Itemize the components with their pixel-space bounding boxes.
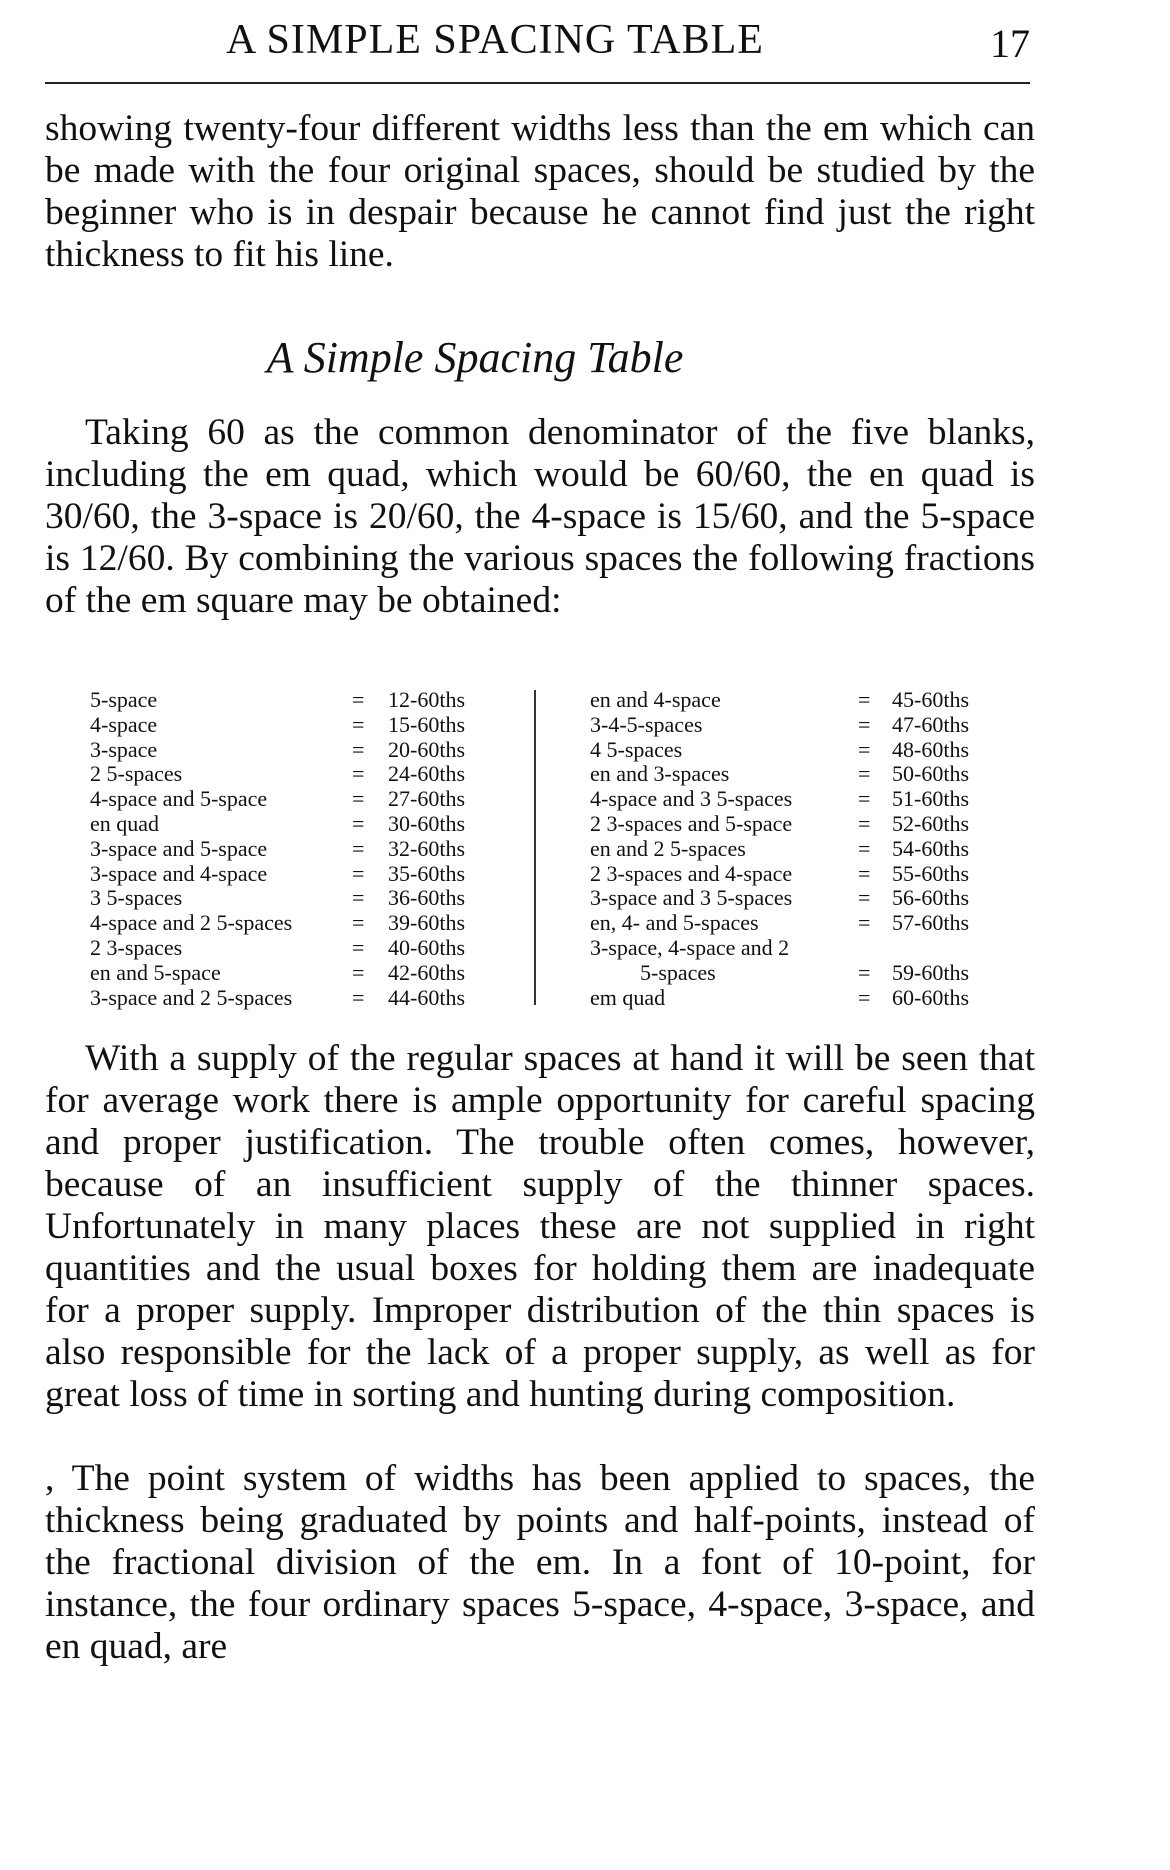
row-label: 3-space and 2 5-spaces bbox=[90, 984, 293, 1010]
row-value: 47-60ths bbox=[892, 711, 969, 737]
row-value: 54-60ths bbox=[892, 835, 969, 861]
table-row bbox=[90, 837, 500, 862]
row-value: 52-60ths bbox=[892, 810, 969, 836]
table-row bbox=[590, 911, 1010, 936]
row-value: 12-60ths bbox=[388, 687, 465, 712]
table-row bbox=[590, 787, 1010, 812]
row-label: 4-space and 2 5-spaces bbox=[90, 910, 293, 936]
row-value: 30-60ths bbox=[388, 810, 465, 836]
row-label: 3-space, 4-space and 2 bbox=[590, 934, 790, 960]
row-value: 57-60ths bbox=[892, 910, 969, 936]
table-row bbox=[590, 688, 1010, 713]
row-label: en, 4- and 5-spaces bbox=[590, 910, 759, 936]
row-label: 3-4-5-spaces bbox=[590, 711, 703, 737]
table-row bbox=[590, 862, 1010, 887]
row-label: 2 3-spaces and 5-space bbox=[590, 810, 793, 836]
equals-sign: = bbox=[858, 984, 871, 1010]
table-row bbox=[590, 762, 1010, 787]
equals-sign: = bbox=[352, 984, 365, 1010]
section-heading: A Simple Spacing Table bbox=[266, 333, 684, 382]
row-label: 3 5-spaces bbox=[90, 885, 183, 911]
row-value: 15-60ths bbox=[388, 711, 465, 737]
table-row bbox=[90, 713, 500, 738]
equals-sign: = bbox=[858, 711, 871, 737]
table-row bbox=[590, 986, 1010, 1011]
equals-sign: = bbox=[352, 910, 365, 936]
table-row bbox=[590, 961, 1010, 986]
equals-sign: = bbox=[858, 885, 871, 911]
equals-sign: = bbox=[352, 736, 365, 762]
equals-sign: = bbox=[352, 761, 365, 787]
table-row bbox=[90, 812, 500, 837]
table-row bbox=[90, 738, 500, 763]
table-row bbox=[90, 762, 500, 787]
equals-sign: = bbox=[352, 711, 365, 737]
table-row bbox=[590, 837, 1010, 862]
row-value: 45-60ths bbox=[892, 687, 969, 712]
row-label: en and 5-space bbox=[90, 959, 221, 985]
point-system-paragraph: , The point system of widths has been applied to spaces, the thickness being graduated by points and half-points, instead of the fractional division of the em. In a font of 10-point, for instance, the four ordinary spaces 5-space, 4-space, 3-space, and en quad, are bbox=[45, 1458, 1035, 1667]
equals-sign: = bbox=[858, 786, 871, 812]
table-row bbox=[90, 961, 500, 986]
row-value: 55-60ths bbox=[892, 860, 969, 886]
taking-paragraph: Taking 60 as the common denominator of the five blanks, including the em quad, which would be 60/60, the en quad is 30/60, the 3-space is 20/60, the 4-space is 15/60, and the 5-space is 12/60. By combining the various spaces the following fractions of the em square may be obtained: bbox=[45, 412, 1035, 621]
equals-sign: = bbox=[858, 910, 871, 936]
equals-sign: = bbox=[352, 959, 365, 985]
row-label: en quad bbox=[90, 810, 160, 836]
table-row bbox=[90, 886, 500, 911]
equals-sign: = bbox=[858, 687, 871, 712]
row-label: 5-spaces bbox=[640, 959, 716, 985]
row-label: en and 4-space bbox=[590, 687, 721, 712]
equals-sign: = bbox=[352, 934, 365, 960]
spacing-table-left-column bbox=[90, 688, 500, 1010]
row-label: 4-space and 3 5-spaces bbox=[590, 786, 793, 812]
row-value: 50-60ths bbox=[892, 761, 969, 787]
row-label: 3-space and 5-space bbox=[90, 835, 268, 861]
equals-sign: = bbox=[352, 810, 365, 836]
row-label: en and 3-spaces bbox=[590, 761, 730, 787]
row-label: 4-space bbox=[90, 711, 158, 737]
row-value: 48-60ths bbox=[892, 736, 969, 762]
equals-sign: = bbox=[352, 786, 365, 812]
row-value: 36-60ths bbox=[388, 885, 465, 911]
running-title: A SIMPLE SPACING TABLE bbox=[226, 17, 764, 63]
row-value: 56-60ths bbox=[892, 885, 969, 911]
equals-sign: = bbox=[352, 885, 365, 911]
table-row bbox=[90, 911, 500, 936]
row-value: 27-60ths bbox=[388, 786, 465, 812]
table-row bbox=[590, 713, 1010, 738]
row-label: 3-space and 3 5-spaces bbox=[590, 885, 793, 911]
equals-sign: = bbox=[858, 860, 871, 886]
equals-sign: = bbox=[858, 810, 871, 836]
table-row bbox=[90, 862, 500, 887]
row-value: 59-60ths bbox=[892, 959, 969, 985]
equals-sign: = bbox=[858, 761, 871, 787]
row-label: en and 2 5-spaces bbox=[590, 835, 746, 861]
row-label: 2 3-spaces and 4-space bbox=[590, 860, 793, 886]
table-row bbox=[90, 936, 500, 961]
row-label: 4-space and 5-space bbox=[90, 786, 268, 812]
row-label: 2 5-spaces bbox=[90, 761, 183, 787]
table-row bbox=[590, 886, 1010, 911]
row-label: 2 3-spaces bbox=[90, 934, 183, 960]
intro-paragraph: showing twenty-four different widths less than the em which can be made with the four original spaces, should be studied by the beginner who is in despair because he cannot find just the right thickness to fit his line. bbox=[45, 108, 1035, 275]
running-head bbox=[45, 14, 1030, 66]
table-divider bbox=[534, 690, 536, 1005]
table-row bbox=[90, 787, 500, 812]
table-row bbox=[590, 738, 1010, 763]
spacing-table-right-column bbox=[590, 688, 1010, 1010]
equals-sign: = bbox=[352, 835, 365, 861]
header-rule bbox=[45, 82, 1030, 84]
row-value: 60-60ths bbox=[892, 984, 969, 1010]
row-value: 39-60ths bbox=[388, 910, 465, 936]
row-label: 3-space bbox=[90, 736, 158, 762]
row-value: 20-60ths bbox=[388, 736, 465, 762]
row-value: 51-60ths bbox=[892, 786, 969, 812]
table-row bbox=[590, 936, 1010, 961]
row-label: 3-space and 4-space bbox=[90, 860, 268, 886]
row-value: 40-60ths bbox=[388, 934, 465, 960]
equals-sign: = bbox=[858, 835, 871, 861]
table-row bbox=[90, 986, 500, 1011]
equals-sign: = bbox=[352, 687, 365, 712]
row-value: 35-60ths bbox=[388, 860, 465, 886]
supply-paragraph: With a supply of the regular spaces at hand it will be seen that for average work there is ample opportunity for careful spacing and proper justification. The trouble often comes, however, because of an insufficient supply of the thinner spaces. Unfortunately in many places these are not supplied in right quantities and the usual boxes for holding them are inadequate for a proper supply. Improper distribution of the thin spaces is also responsible for the lack of a proper supply, as well as for great loss of time in sorting and hunting during composition. bbox=[45, 1038, 1035, 1415]
equals-sign: = bbox=[858, 736, 871, 762]
row-label: em quad bbox=[590, 984, 666, 1010]
table-row bbox=[90, 688, 500, 713]
table-row bbox=[590, 812, 1010, 837]
equals-sign: = bbox=[858, 959, 871, 985]
row-value: 32-60ths bbox=[388, 835, 465, 861]
row-value: 44-60ths bbox=[388, 984, 465, 1010]
page-number: 17 bbox=[990, 21, 1030, 66]
row-value: 24-60ths bbox=[388, 761, 465, 787]
row-label: 4 5-spaces bbox=[590, 736, 683, 762]
row-label: 5-space bbox=[90, 687, 158, 712]
row-value: 42-60ths bbox=[388, 959, 465, 985]
equals-sign: = bbox=[352, 860, 365, 886]
